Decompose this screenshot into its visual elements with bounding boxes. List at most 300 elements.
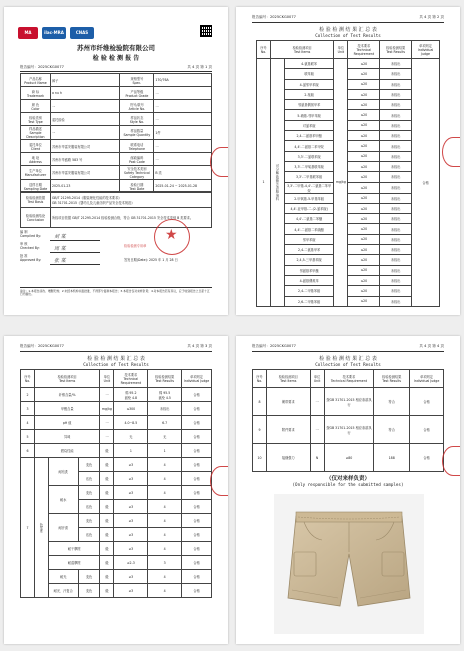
requirement: ≤20	[348, 193, 380, 203]
requirement: 无	[114, 430, 148, 444]
test-item: 4,4'-二氨基二苯甲烷	[284, 141, 334, 151]
checked-signature: 周 某	[54, 246, 66, 252]
table-row	[21, 556, 212, 570]
unit: 级	[100, 500, 114, 514]
judgement: 合格	[182, 528, 212, 542]
info-value: 2025-01-23	[50, 180, 120, 193]
sub-type: 变色	[78, 458, 100, 472]
requirement: ≥3	[114, 458, 148, 472]
judgement: 合格	[182, 444, 212, 458]
info-value: 裤子	[50, 74, 120, 87]
report-number: 报告编号：2025CKG0077	[252, 15, 296, 19]
info-row	[21, 113, 212, 126]
result: 未检出	[380, 120, 412, 130]
requirement: ≤20	[348, 245, 380, 255]
sub-item: 耐光	[48, 570, 78, 584]
result: 无	[148, 430, 182, 444]
info-label: 产品等级 Product Grade	[120, 87, 154, 100]
test-item: 纤维含量/%	[34, 388, 100, 402]
seam-stamp	[210, 147, 228, 177]
result: 4	[148, 472, 182, 486]
table-row	[21, 388, 212, 402]
group-label: 可分解致癌芳香胺染料	[270, 59, 284, 307]
page-number: 共 4 页 第 4 页	[419, 344, 444, 348]
sub-item: 耐光、汗复合	[48, 584, 78, 598]
compiled-label: 编 制 Compiled By:	[20, 230, 41, 238]
info-label: 检验类别 Test Type	[21, 113, 51, 126]
remarks: 备注：1.本报告涂改、增删无效；2.未经本机构书面批准，不得部分复制本报告；3.本报告仅对来样负责；4.对本报告若有异议，应于收到报告之日起十五日内提出。	[20, 289, 210, 297]
result: 未检出	[380, 296, 412, 306]
test-item: 2,4-二甲基苯胺	[284, 286, 334, 296]
test-item: 3,3'-二氯联苯胺	[284, 151, 334, 161]
col-unit: 单位 Unit	[310, 370, 324, 388]
info-value: 一	[154, 140, 212, 153]
judgement: 合格	[182, 430, 212, 444]
unit: mg/kg	[334, 59, 348, 307]
report-title: 检 验 检 测 报 告	[92, 55, 140, 62]
col-result: 检验检测结果 Test Results	[374, 370, 410, 388]
results-title: 检 验 检 测 结 果 汇 总 表	[87, 356, 145, 362]
info-value: 苏州市华雷安服装有限公司	[50, 166, 120, 180]
result: 未检出	[380, 245, 412, 255]
judgement: 合格	[182, 542, 212, 556]
col-req: 技术要求 Technical Requirement	[324, 370, 374, 388]
basis-value: GB/T 21295-2014《服装理化性能的技术要求》 GB 31701-2015《婴幼儿及儿童纺织产品安全技术规范》	[50, 192, 211, 208]
ma-logo: MA	[18, 27, 38, 39]
unit: mg/kg	[100, 402, 114, 416]
approved-label: 批 准 Approved By:	[20, 254, 42, 262]
info-label: 颜 色 Color	[21, 100, 51, 113]
sub-type: 沾色	[78, 472, 100, 486]
unit: 一	[310, 416, 324, 444]
sub-item: 耐干摩擦	[48, 542, 100, 556]
test-item: 燃烧性能	[34, 444, 100, 458]
report-number: 报告编号：2025CKG0077	[20, 344, 64, 348]
conclusion-value: 所检项目依据 GB/T 21295-2014 检验检测合格，符合 GB 31701-2015 安全技术类别 B 类要求。	[50, 208, 211, 228]
unit: 级	[100, 556, 114, 570]
test-item: 附件要求	[266, 416, 310, 444]
page-number: 共 4 页 第 1 页	[187, 65, 212, 69]
requirement: ≤20	[348, 182, 380, 193]
report-page-4	[236, 336, 460, 644]
info-row	[21, 166, 212, 180]
info-label: 生产单位 Manufacturer	[21, 166, 51, 180]
info-label: 样品描述 Sample Description	[21, 126, 51, 140]
result: 未检出	[380, 161, 412, 171]
col-no: 序号 No.	[257, 41, 271, 59]
star-icon: ★	[165, 227, 178, 243]
info-row	[21, 153, 212, 166]
info-row	[21, 100, 212, 113]
info-value: 委托检验	[50, 113, 120, 126]
report-number: 报告编号：2025CKG0077	[20, 65, 64, 69]
requirement: 按GB 31701-2015 相应条款执行	[324, 388, 374, 416]
col-req: 技术要求 Technical Requirement	[348, 41, 380, 59]
info-row	[21, 87, 212, 100]
sub-item: 耐水	[48, 486, 78, 514]
judgement: 合格	[410, 444, 444, 472]
requirement: ≤20	[348, 275, 380, 285]
test-item: 2-萘胺	[284, 89, 334, 99]
judgement: 合格	[182, 458, 212, 472]
result: 未检出	[380, 193, 412, 203]
test-item: 2,4-二氨基苯甲醚	[284, 131, 334, 141]
result: 4	[148, 500, 182, 514]
test-item: 4-氯邻甲苯胺	[284, 79, 334, 89]
row-number: 5	[21, 430, 35, 444]
judgement: 合格	[182, 500, 212, 514]
sub-item: 耐汗渍	[48, 514, 78, 542]
requirement: ≥3	[114, 486, 148, 500]
requirement: ≤20	[348, 172, 380, 182]
certification-logos	[18, 27, 108, 41]
result: 未检出	[148, 402, 182, 416]
signature-block	[20, 231, 120, 267]
result: 未检出	[380, 234, 412, 244]
sub-type: 变色	[78, 486, 100, 500]
table-row	[21, 584, 212, 598]
test-item: 邻甲苯胺	[284, 234, 334, 244]
requirement: ≤20	[348, 110, 380, 120]
info-label: 送样日期 Sampling Date	[21, 180, 51, 193]
results-title: 检 验 检 测 结 果 汇 总 表	[319, 356, 377, 362]
requirement: 按GB 31701-2015 相应条款执行	[324, 416, 374, 444]
info-row	[21, 126, 212, 140]
requirement: ≥3	[114, 542, 148, 556]
result: 3	[148, 556, 182, 570]
requirement: ≤20	[348, 203, 380, 213]
result: 6.7	[148, 416, 182, 430]
test-item: 邻氨基偶氮甲苯	[284, 100, 334, 110]
requirement: ≤20	[348, 79, 380, 89]
test-item: 邻氨基苯甲醚	[284, 265, 334, 275]
group-label: 色牢度	[34, 458, 48, 598]
requirement: ≤20	[348, 59, 380, 69]
row-number: 8	[253, 388, 267, 416]
results-title-en: Collection of Test Results	[315, 362, 381, 367]
requirement: ≤20	[348, 151, 380, 161]
result: 未检出	[380, 79, 412, 89]
info-label: 安全技术类别 Safety Technical Category	[120, 166, 154, 180]
result: 188	[374, 444, 410, 472]
conclusion-label: 检验检测结论 Conclusion	[21, 208, 51, 228]
table-row	[21, 486, 212, 500]
result: 未检出	[380, 110, 412, 120]
judgement: 合格	[182, 388, 212, 402]
result: 未检出	[380, 131, 412, 141]
results-table	[256, 40, 440, 307]
judgement: 合格	[182, 472, 212, 486]
sub-type: 沾色	[78, 528, 100, 542]
row-number: 1	[257, 59, 271, 307]
col-result: 检验检测结果 Test Results	[380, 41, 412, 59]
table-row	[21, 444, 212, 458]
requirement: ≥2-3	[114, 556, 148, 570]
judgement: 合格	[182, 402, 212, 416]
result: 未检出	[380, 203, 412, 213]
requirement: ≤20	[348, 255, 380, 265]
test-item: 对氯苯胺	[284, 120, 334, 130]
info-value: 一	[154, 100, 212, 113]
test-item: 4,4'-亚甲基-二-(2-氯苯胺)	[284, 203, 334, 213]
result: 未检出	[380, 265, 412, 275]
page-number: 共 4 页 第 2 页	[419, 15, 444, 19]
result: 符合	[374, 416, 410, 444]
unit: N	[310, 444, 324, 472]
table-row	[21, 570, 212, 584]
test-item: 联苯胺	[284, 69, 334, 79]
unit: 级	[100, 486, 114, 500]
col-no: 序号 No.	[253, 370, 267, 388]
requirement: ≥3	[114, 514, 148, 528]
row-number: 3	[21, 402, 35, 416]
col-judge: 单项判定 Individual Judge	[410, 370, 444, 388]
requirement: ≤20	[348, 89, 380, 99]
info-value: 一	[154, 87, 212, 100]
result: 未检出	[380, 69, 412, 79]
report-page-2	[236, 7, 460, 315]
requirement: 4.0~8.5	[114, 416, 148, 430]
info-label: 产品名称 Product Name	[21, 74, 51, 87]
info-label: 样品状态 Style No.	[120, 113, 154, 126]
test-item: 2,4-二氨基甲苯	[284, 245, 334, 255]
info-value: 170/76A	[154, 74, 212, 87]
qr-code-icon	[200, 25, 212, 37]
unit: 级	[100, 514, 114, 528]
issue-date: 签发日期(Date): 2025 年 1 月 28 日	[124, 258, 178, 262]
ilac-logo: ilac-MRA	[42, 27, 66, 39]
company-name: 苏州市纤维检验院有限公司	[77, 44, 155, 52]
sample-photo	[274, 494, 424, 634]
info-label: 规格型号 Spec.	[120, 74, 154, 87]
col-items: 检验检测项目 Test Items	[270, 41, 333, 59]
info-label: 商 标 Trademark	[21, 87, 51, 100]
requirement: ≤20	[348, 224, 380, 234]
result: 4	[148, 458, 182, 472]
report-page-3	[4, 336, 228, 644]
col-items: 检验检测项目 Test Items	[34, 370, 100, 388]
info-label: 货号/款号 Article No.	[120, 100, 154, 113]
unit: 级	[100, 472, 114, 486]
unit: 级	[100, 570, 114, 584]
col-judge: 单项判定 Individual Judge	[182, 370, 212, 388]
seam-stamp	[442, 137, 460, 167]
requirement: ≥3	[114, 528, 148, 542]
cnas-logo: CNAS	[70, 27, 94, 39]
info-label: 联系电话 Telephone	[120, 140, 154, 153]
unit: 一	[100, 388, 114, 402]
judgement: 合格	[410, 388, 444, 416]
col-req: 技术要求 Technical Requirement	[114, 370, 148, 388]
divider	[20, 71, 212, 72]
results-title: 检 验 检 测 结 果 汇 总 表	[319, 27, 377, 33]
result: 未检出	[380, 286, 412, 296]
results-table	[252, 369, 444, 472]
photo-title-en: (Only responsible for the submitted samples)	[292, 482, 404, 487]
requirement: ≤20	[348, 120, 380, 130]
results-title-en: Collection of Test Results	[315, 33, 381, 38]
unit: 级	[100, 584, 114, 598]
info-label: 地 址 Address	[21, 153, 51, 166]
page-number: 共 4 页 第 3 页	[187, 344, 212, 348]
info-value: 一	[50, 126, 120, 140]
row-number: 9	[253, 416, 267, 444]
info-label: 邮政编码 Post Code	[120, 153, 154, 166]
row-number: 7	[21, 458, 35, 598]
result: 未检出	[380, 275, 412, 285]
requirement: ≤20	[348, 141, 380, 151]
result: 未检出	[380, 151, 412, 161]
result: 4	[148, 570, 182, 584]
requirement: ≥3	[114, 472, 148, 486]
requirement: ≥3	[114, 570, 148, 584]
sub-type: 沾色	[78, 500, 100, 514]
results-table	[20, 369, 212, 598]
approved-signature: 张 某	[54, 258, 66, 264]
row-number: 10	[253, 444, 267, 472]
requirement: ≤20	[348, 131, 380, 141]
row-number: 6	[21, 444, 35, 458]
signature-row	[20, 255, 120, 267]
test-item: 4-氨基联苯	[284, 59, 334, 69]
judgement: 合格	[182, 556, 212, 570]
test-item: 3,3'-二甲基-4,4'-二氨基二苯甲烷	[284, 182, 334, 193]
unit: 级	[100, 528, 114, 542]
result: 1	[148, 444, 182, 458]
results-title-en: Collection of Test Results	[83, 362, 149, 367]
result: 未检出	[380, 100, 412, 110]
report-number: 报告编号：2025CKG0077	[252, 344, 296, 348]
seam-stamp	[210, 466, 228, 496]
test-item: 接缝强力	[266, 444, 310, 472]
row-number: 2	[21, 388, 35, 402]
info-value: B 类	[154, 166, 212, 180]
seam-stamp	[442, 446, 460, 476]
unit: 级	[100, 444, 114, 458]
test-item: 3,3'-二甲氧基联苯胺	[284, 161, 334, 171]
test-item: 异味	[34, 430, 100, 444]
result: 未检出	[380, 255, 412, 265]
requirement: ≤20	[348, 69, 380, 79]
info-value: 1件	[154, 126, 212, 140]
requirement: ≤20	[348, 161, 380, 171]
test-item: 绳带要求	[266, 388, 310, 416]
table-row	[253, 388, 444, 416]
photo-title: （仅对来样负责）	[325, 476, 370, 482]
table-row	[21, 458, 212, 472]
shorts-image	[274, 494, 424, 634]
table-row	[253, 444, 444, 472]
signature-row	[20, 243, 120, 255]
requirement: ≥3	[114, 584, 148, 598]
stamp-text: 检验检测专用章	[124, 244, 147, 248]
compiled-signature: 刘 某	[54, 234, 66, 240]
test-item: 4-氨基偶氮苯	[284, 275, 334, 285]
result: 4	[148, 584, 182, 598]
requirement: ≤20	[348, 286, 380, 296]
requirement: ≥3	[114, 500, 148, 514]
col-items: 检验检测项目 Test Items	[266, 370, 310, 388]
judgement: 合格	[182, 416, 212, 430]
info-value: 2025-01-24 ~ 2025-01-28	[154, 180, 212, 193]
judgement: 合格	[182, 570, 212, 584]
test-item: 4,4'-二氨基二苯硫醚	[284, 224, 334, 234]
info-value: a nu h	[50, 87, 120, 100]
col-unit: 单位 Unit	[100, 370, 114, 388]
table-row	[21, 402, 212, 416]
signature-row	[20, 231, 120, 243]
table-row	[21, 542, 212, 556]
result: 棉 95.5 氨纶 4.5	[148, 388, 182, 402]
judgement: 合格	[410, 416, 444, 444]
info-row	[21, 74, 212, 87]
requirement: ≤300	[114, 402, 148, 416]
sub-item: 耐皂洗	[48, 458, 78, 486]
unit: 一	[100, 430, 114, 444]
col-result: 检验检测结果 Test Results	[148, 370, 182, 388]
sub-type: 变色	[78, 584, 100, 598]
test-item: 2-甲氧基-5-甲基苯胺	[284, 193, 334, 203]
col-judge: 单项判定 Individual Judge	[412, 41, 440, 59]
row-number: 4	[21, 416, 35, 430]
sub-item: 耐湿摩擦	[48, 556, 100, 570]
table-row	[21, 514, 212, 528]
test-item: 甲醛含量	[34, 402, 100, 416]
sub-type: 变色	[78, 514, 100, 528]
table-row	[253, 416, 444, 444]
test-item: 5-硝基-邻甲苯胺	[284, 110, 334, 120]
info-value: 苏州市华盛路 583 号	[50, 153, 120, 166]
judgement: 合格	[182, 584, 212, 598]
info-value: 一	[50, 100, 120, 113]
test-item: 2,6-二甲基苯胺	[284, 296, 334, 306]
requirement: ≤20	[348, 234, 380, 244]
result: 未检出	[380, 89, 412, 99]
result: 未检出	[380, 224, 412, 234]
result: 4	[148, 486, 182, 500]
info-value: 一	[154, 113, 212, 126]
info-value: 一	[154, 153, 212, 166]
judgement: 合格	[182, 514, 212, 528]
result: 4	[148, 528, 182, 542]
result: 未检出	[380, 182, 412, 193]
result: 未检出	[380, 59, 412, 69]
requirement: ≤20	[348, 296, 380, 306]
requirement: ≤20	[348, 265, 380, 275]
info-label: 委托单位 Client	[21, 140, 51, 153]
result: 符合	[374, 388, 410, 416]
col-no: 序号 No.	[21, 370, 35, 388]
checked-label: 审 核 Checked By:	[20, 242, 40, 250]
requirement: ≤20	[348, 100, 380, 110]
table-row	[21, 416, 212, 430]
result: 未检出	[380, 172, 412, 182]
unit: 一	[100, 416, 114, 430]
requirement: 1	[114, 444, 148, 458]
unit: 一	[310, 388, 324, 416]
report-page-1	[4, 7, 228, 315]
info-label: 样品数量 Sample Quantity	[120, 126, 154, 140]
judgement: 合格	[412, 59, 440, 307]
result: 未检出	[380, 141, 412, 151]
test-item: pH 值	[34, 416, 100, 430]
result: 4	[148, 514, 182, 528]
info-row	[21, 140, 212, 153]
judgement: 合格	[182, 486, 212, 500]
test-item: 2,4,5-三甲基苯胺	[284, 255, 334, 265]
result: 未检出	[380, 214, 412, 224]
info-value: 苏州市华雷安服装有限公司	[50, 140, 120, 153]
